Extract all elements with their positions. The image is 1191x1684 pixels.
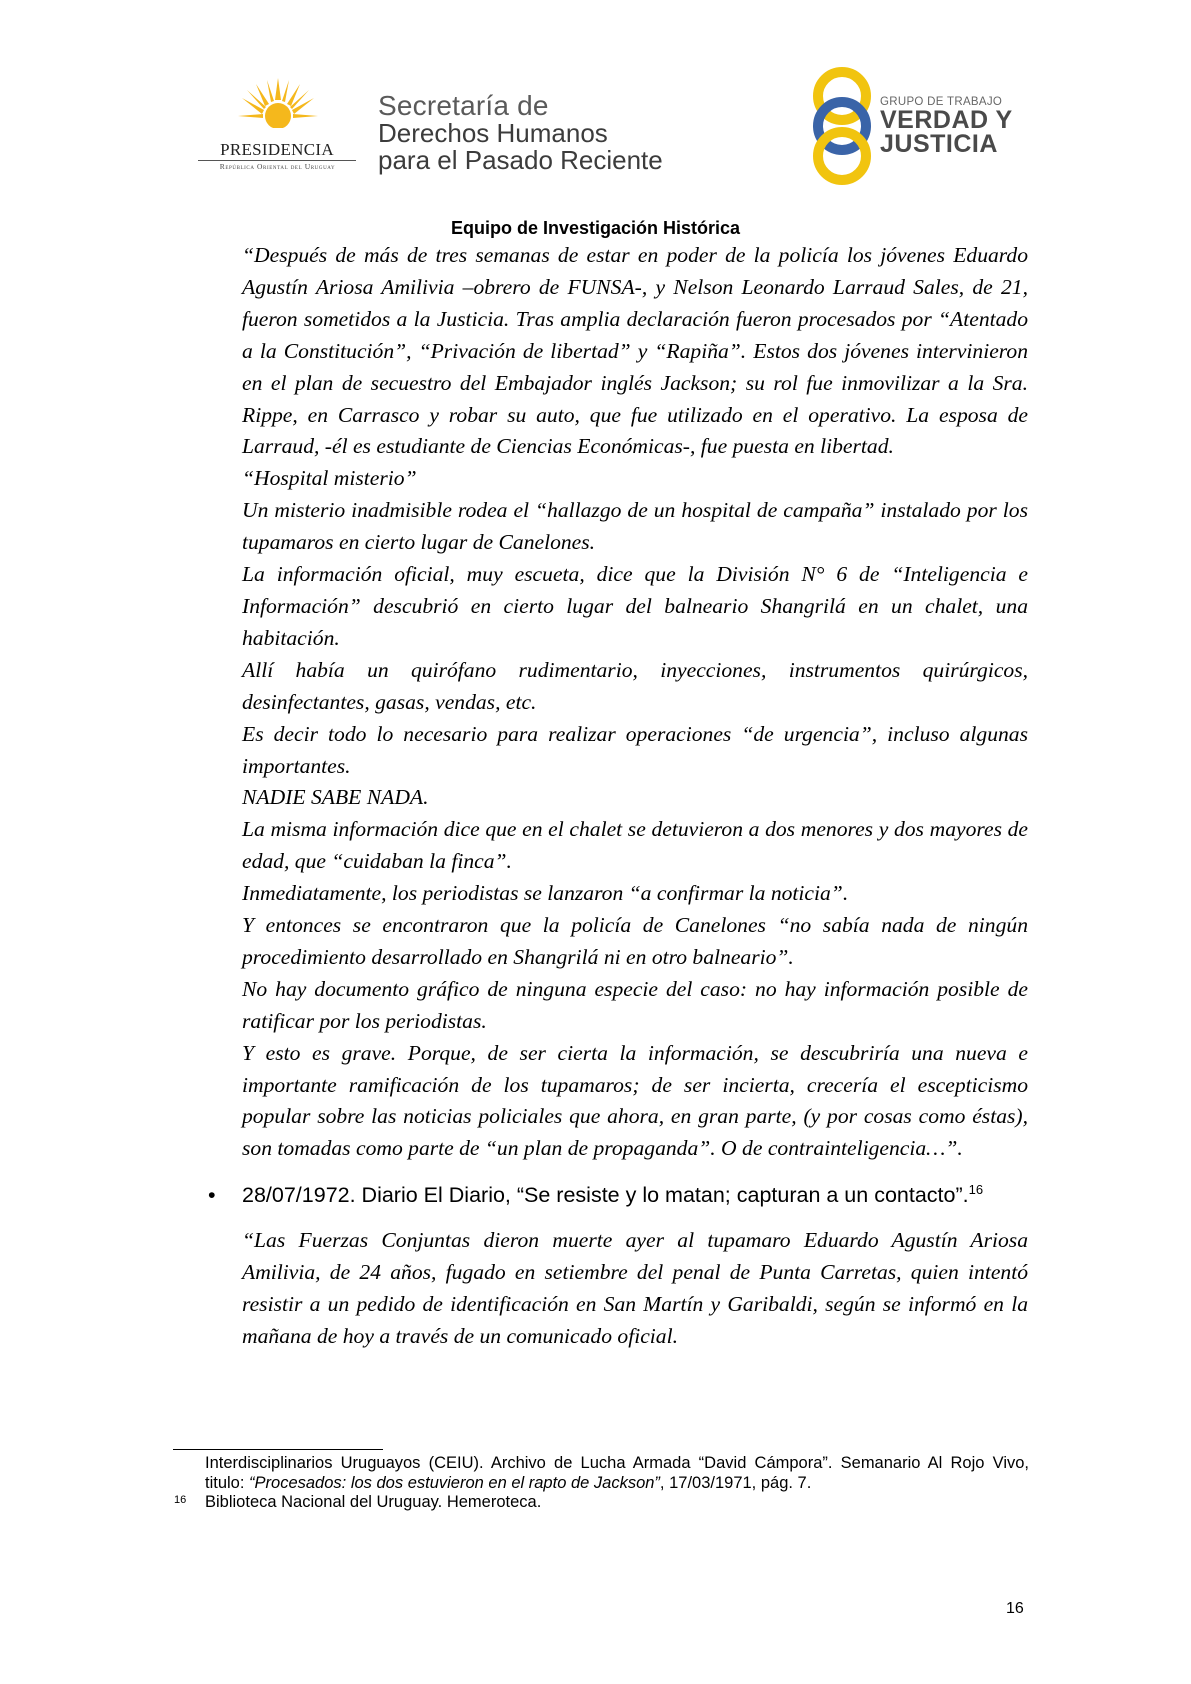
document-body: [208, 240, 1028, 1353]
footnote-continuation-title: “Procesados: los dos estuvieron en el rapto de Jackson”: [249, 1473, 660, 1492]
interlocking-rings-icon: [808, 62, 878, 192]
footnote-separator: [173, 1449, 383, 1450]
presidencia-divider: [198, 160, 356, 161]
secretaria-logo-text: [378, 92, 663, 174]
footnote-number: 16: [174, 1494, 187, 1506]
quote-block-2: “Las Fuerzas Conjuntas dieron muerte ayer al tupamaro Eduardo Agustín Ariosa Amilivia, de 24 años, fugado en setiembre del penal de Punta Carretas, quien intentó resistir a un pedido de identificación en San Martín y Garibaldi, según se informó en la mañana de hoy a través de un comunicado oficial.: [242, 1228, 1028, 1348]
verdad-justicia-logo: [808, 62, 1038, 192]
footnote-text: Biblioteca Nacional del Uruguay. Hemeroteca.: [205, 1493, 542, 1511]
quote-paragraph: “Después de más de tres semanas de estar en poder de la policía los jóvenes Eduardo Agustín Ariosa Amilivia –obrero de FUNSA-, y Nelson Leonardo Larraud Sales, de 21, fueron sometidos a la Justicia. Tras amplia declaración fueron procesados por “Atentado a la Constitución”, “Privación de libertad” y “Rapiña”. Estos dos jóvenes intervinieron en el plan de secuestro del Embajador inglés Jackson; su rol fue inmovilizar a la Sra. Rippe, en Carrasco y robar su auto, que fue utilizado en el operativo. La esposa de Larraud, -él es estudiante de Ciencias Económicas-, fue puesta en libertad.: [242, 243, 1028, 459]
quote-paragraph: Y entonces se encontraron que la policía de Canelones “no sabía nada de ningún procedimiento desarrollado en Shangrilá ni en otro balneario”.: [242, 913, 1028, 969]
bullet-text: 28/07/1972. Diario El Diario, “Se resiste y lo matan; capturan a un contacto”.: [242, 1183, 969, 1208]
quote-block-1: [242, 240, 1028, 1165]
footnote-continuation-suffix: , 17/03/1971, pág. 7.: [659, 1473, 812, 1492]
grupo-line-2: VERDAD Y: [880, 106, 1013, 134]
page-number: 16: [1006, 1600, 1024, 1617]
grupo-line-3: JUSTICIA: [880, 130, 998, 158]
verdad-justicia-text: [880, 96, 1013, 156]
bullet-marker: •: [208, 1183, 216, 1208]
secretaria-line-2: Derechos Humanos: [378, 118, 608, 148]
quote-paragraph: La información oficial, muy escueta, dice que la División N° 6 de “Inteligencia e Información” descubrió en cierto lugar del balneario Shangrilá en un chalet, una habitación.: [242, 562, 1028, 650]
footnotes: [174, 1454, 1029, 1513]
presidencia-logo: [190, 78, 365, 178]
quote-paragraph: NADIE SABE NADA.: [242, 785, 429, 810]
footnote-continuation: [205, 1454, 1029, 1493]
presidencia-title: PRESIDENCIA: [220, 140, 334, 159]
team-title: Equipo de Investigación Histórica: [450, 218, 741, 238]
quote-paragraph: Inmediatamente, los periodistas se lanzaron “a confirmar la noticia”.: [242, 881, 849, 906]
quote-paragraph: Allí había un quirófano rudimentario, inyecciones, instrumentos quirúrgicos, desinfectantes, gasas, vendas, etc.: [242, 657, 1028, 714]
footnote-ref[interactable]: 16: [968, 1182, 984, 1198]
quote-paragraph: No hay documento gráfico de ninguna especie del caso: no hay información posible de ratificar por los periodistas.: [242, 976, 1028, 1033]
quote-paragraph: La misma información dice que en el chalet se detuvieron a dos menores y dos mayores de edad, que “cuidaban la finca”.: [242, 817, 1028, 874]
presidencia-subtitle: República Oriental del Uruguay: [219, 162, 336, 171]
footnote-16: [174, 1493, 1029, 1513]
footnote-continuation-prefix: Interdisciplinarios Uruguayos (CEIU). Archivo de Lucha Armada “David Cámpora”. Semanario Al Rojo Vivo, titulo:: [205, 1454, 1029, 1492]
secretaria-line-1: Secretaría de: [378, 90, 549, 121]
quote-paragraph: Un misterio inadmisible rodea el “hallazgo de un hospital de campaña” instalado por los tupamaros en cierto lugar de Canelones.: [242, 498, 1028, 555]
grupo-line-1: GRUPO DE TRABAJO: [880, 96, 1003, 108]
secretaria-line-3: para el Pasado Reciente: [378, 145, 663, 175]
sun-emblem-icon: [238, 78, 318, 138]
quote-paragraph: “Hospital misterio”: [242, 466, 417, 491]
bullet-item: [208, 1179, 1028, 1211]
quote-paragraph: Es decir todo lo necesario para realizar operaciones “de urgencia”, incluso algunas importantes.: [242, 721, 1028, 778]
quote-paragraph: Y esto es grave. Porque, de ser cierta la información, se descubriría una nueva e importante ramificación de los tupamaros; de ser incierta, crecería el escepticismo popular sobre las noticias policiales que ahora, en gran parte, (y por cosas como éstas), son tomadas como parte de “un plan de propaganda”. O de contrainteligencia…”.: [242, 1040, 1028, 1161]
